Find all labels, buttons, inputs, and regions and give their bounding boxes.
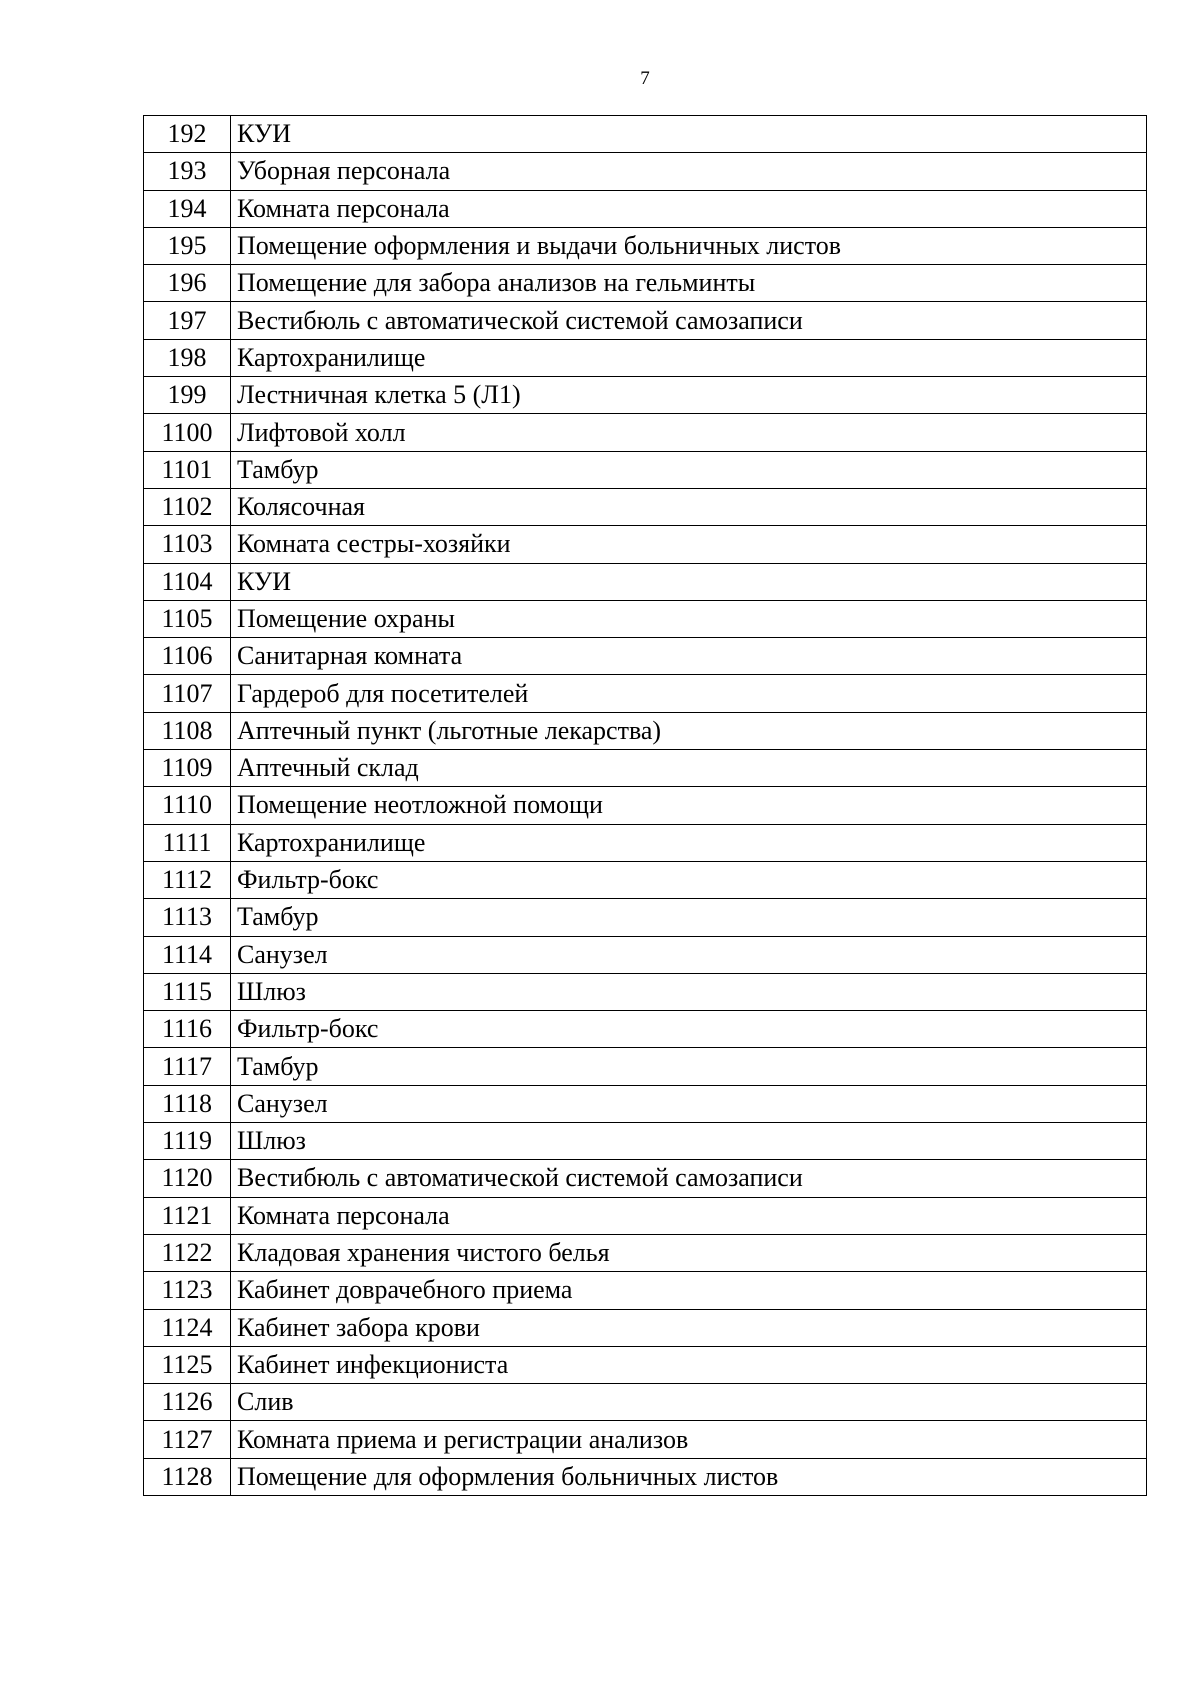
table-row xyxy=(144,787,1147,824)
room-number-cell: 1118 xyxy=(144,1085,231,1122)
room-number-cell: 1121 xyxy=(144,1197,231,1234)
room-number-cell: 1125 xyxy=(144,1346,231,1383)
room-number-cell: 195 xyxy=(144,227,231,264)
room-name-cell: Комната сестры-хозяйки xyxy=(231,526,1147,563)
table-row xyxy=(144,1458,1147,1495)
room-name-cell: Помещение оформления и выдачи больничных листов xyxy=(231,227,1147,264)
table-row xyxy=(144,116,1147,153)
table-row xyxy=(144,1048,1147,1085)
table-row xyxy=(144,675,1147,712)
room-number-cell: 1117 xyxy=(144,1048,231,1085)
room-number-cell: 1109 xyxy=(144,750,231,787)
table-row xyxy=(144,1309,1147,1346)
room-name-cell: Комната персонала xyxy=(231,190,1147,227)
room-name-cell: Помещение для забора анализов на гельминты xyxy=(231,265,1147,302)
table-row xyxy=(144,824,1147,861)
room-name-cell: Кабинет инфекциониста xyxy=(231,1346,1147,1383)
room-number-cell: 1105 xyxy=(144,600,231,637)
room-name-cell: Лифтовой холл xyxy=(231,414,1147,451)
room-name-cell: Комната приема и регистрации анализов xyxy=(231,1421,1147,1458)
room-name-cell: Аптечный склад xyxy=(231,750,1147,787)
room-number-cell: 1119 xyxy=(144,1123,231,1160)
room-name-cell: Уборная персонала xyxy=(231,153,1147,190)
room-number-cell: 1116 xyxy=(144,1011,231,1048)
room-name-cell: Шлюз xyxy=(231,973,1147,1010)
table-row xyxy=(144,153,1147,190)
room-name-cell: Кладовая хранения чистого белья xyxy=(231,1234,1147,1271)
room-name-cell: Тамбур xyxy=(231,899,1147,936)
room-number-cell: 1104 xyxy=(144,563,231,600)
table-row xyxy=(144,861,1147,898)
table-row xyxy=(144,190,1147,227)
room-number-cell: 1108 xyxy=(144,712,231,749)
room-name-cell: КУИ xyxy=(231,116,1147,153)
table-row xyxy=(144,414,1147,451)
room-number-cell: 198 xyxy=(144,339,231,376)
table-row xyxy=(144,563,1147,600)
room-number-cell: 1128 xyxy=(144,1458,231,1495)
room-number-cell: 1112 xyxy=(144,861,231,898)
room-number-cell: 1127 xyxy=(144,1421,231,1458)
table-row xyxy=(144,1346,1147,1383)
table-row xyxy=(144,600,1147,637)
room-name-cell: Вестибюль с автоматической системой самозаписи xyxy=(231,1160,1147,1197)
table-row xyxy=(144,265,1147,302)
room-number-cell: 1111 xyxy=(144,824,231,861)
table-row xyxy=(144,451,1147,488)
room-name-cell: Картохранилище xyxy=(231,339,1147,376)
table-row xyxy=(144,973,1147,1010)
room-number-cell: 1122 xyxy=(144,1234,231,1271)
table-row xyxy=(144,1011,1147,1048)
room-name-cell: Помещение для оформления больничных листов xyxy=(231,1458,1147,1495)
room-name-cell: Аптечный пункт (льготные лекарства) xyxy=(231,712,1147,749)
room-name-cell: КУИ xyxy=(231,563,1147,600)
table-row xyxy=(144,1234,1147,1271)
room-name-cell: Кабинет доврачебного приема xyxy=(231,1272,1147,1309)
table-row xyxy=(144,1197,1147,1234)
table-row xyxy=(144,1272,1147,1309)
room-name-cell: Гардероб для посетителей xyxy=(231,675,1147,712)
table-row xyxy=(144,1384,1147,1421)
room-number-cell: 1126 xyxy=(144,1384,231,1421)
room-number-cell: 1103 xyxy=(144,526,231,563)
room-number-cell: 1102 xyxy=(144,488,231,525)
room-name-cell: Помещение охраны xyxy=(231,600,1147,637)
room-number-cell: 1123 xyxy=(144,1272,231,1309)
room-name-cell: Шлюз xyxy=(231,1123,1147,1160)
room-number-cell: 1101 xyxy=(144,451,231,488)
room-number-cell: 1100 xyxy=(144,414,231,451)
room-name-cell: Тамбур xyxy=(231,1048,1147,1085)
rooms-table xyxy=(143,115,1147,1496)
room-name-cell: Вестибюль с автоматической системой самозаписи xyxy=(231,302,1147,339)
room-name-cell: Комната персонала xyxy=(231,1197,1147,1234)
rooms-table-body xyxy=(144,116,1147,1496)
room-number-cell: 192 xyxy=(144,116,231,153)
room-number-cell: 196 xyxy=(144,265,231,302)
room-name-cell: Слив xyxy=(231,1384,1147,1421)
room-number-cell: 199 xyxy=(144,377,231,414)
room-number-cell: 1124 xyxy=(144,1309,231,1346)
page-number: 7 xyxy=(640,68,650,89)
room-number-cell: 1113 xyxy=(144,899,231,936)
room-name-cell: Колясочная xyxy=(231,488,1147,525)
room-number-cell: 1106 xyxy=(144,638,231,675)
room-number-cell: 1115 xyxy=(144,973,231,1010)
room-number-cell: 1107 xyxy=(144,675,231,712)
room-number-cell: 1120 xyxy=(144,1160,231,1197)
table-row xyxy=(144,227,1147,264)
room-name-cell: Кабинет забора крови xyxy=(231,1309,1147,1346)
table-row xyxy=(144,638,1147,675)
room-name-cell: Санитарная комната xyxy=(231,638,1147,675)
room-name-cell: Лестничная клетка 5 (Л1) xyxy=(231,377,1147,414)
table-row xyxy=(144,899,1147,936)
table-row xyxy=(144,1421,1147,1458)
room-number-cell: 1110 xyxy=(144,787,231,824)
table-row xyxy=(144,936,1147,973)
room-number-cell: 197 xyxy=(144,302,231,339)
room-name-cell: Фильтр-бокс xyxy=(231,1011,1147,1048)
room-number-cell: 194 xyxy=(144,190,231,227)
table-row xyxy=(144,750,1147,787)
room-name-cell: Фильтр-бокс xyxy=(231,861,1147,898)
table-row xyxy=(144,1085,1147,1122)
table-row xyxy=(144,712,1147,749)
table-row xyxy=(144,377,1147,414)
table-row xyxy=(144,302,1147,339)
room-name-cell: Санузел xyxy=(231,1085,1147,1122)
room-name-cell: Помещение неотложной помощи xyxy=(231,787,1147,824)
table-row xyxy=(144,526,1147,563)
room-number-cell: 193 xyxy=(144,153,231,190)
table-row xyxy=(144,339,1147,376)
room-number-cell: 1114 xyxy=(144,936,231,973)
table-row xyxy=(144,1123,1147,1160)
room-name-cell: Санузел xyxy=(231,936,1147,973)
table-row xyxy=(144,1160,1147,1197)
room-name-cell: Тамбур xyxy=(231,451,1147,488)
table-row xyxy=(144,488,1147,525)
room-name-cell: Картохранилище xyxy=(231,824,1147,861)
